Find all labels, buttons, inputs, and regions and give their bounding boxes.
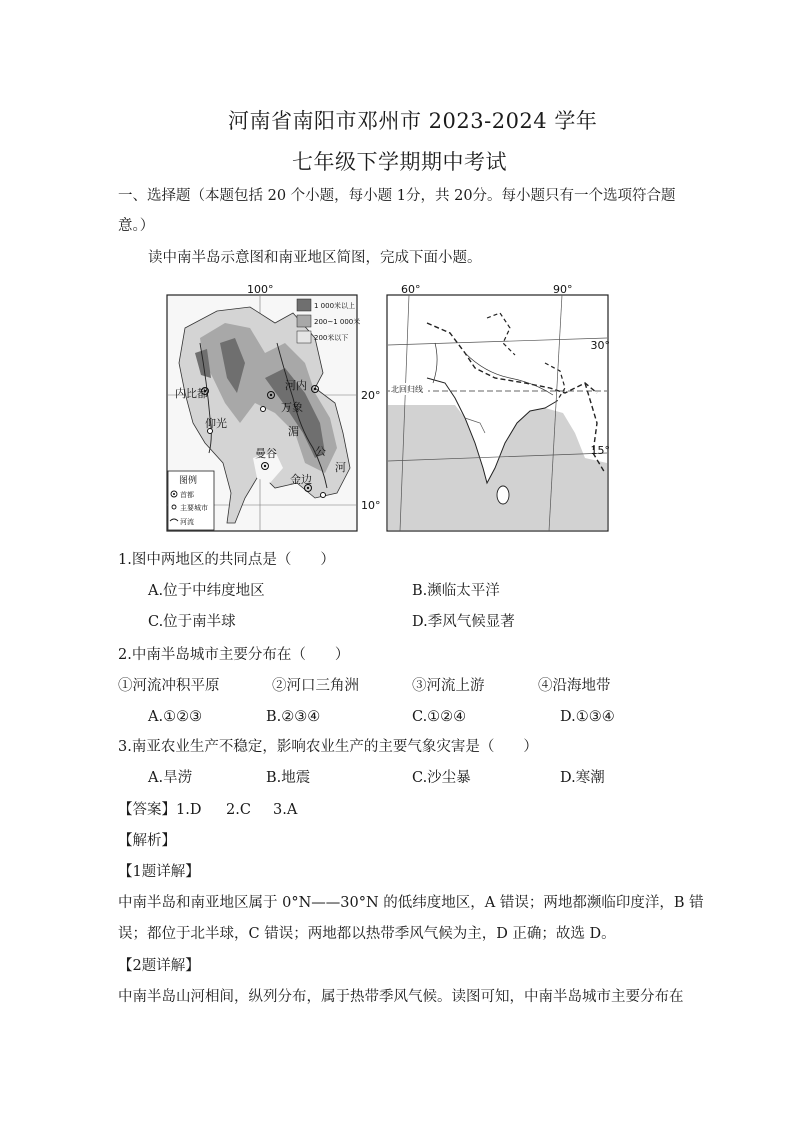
- q2-choice-4: ④沿海地带: [538, 678, 611, 694]
- legend-high-swatch: [297, 299, 311, 311]
- indochina-map: [165, 283, 610, 533]
- q3-option-a: A.旱涝: [148, 770, 193, 786]
- q2-choice-1: ①河流冲积平原: [118, 678, 220, 694]
- place-yangon: 仰光: [205, 417, 227, 430]
- question-3-stem: 3.南亚农业生产不稳定，影响农业生产的主要气象灾害是（ ）: [118, 739, 538, 755]
- detail-2-line1: 中南半岛山河相间，纵列分布，属于热带季风气候。读图可知，中南半岛城市主要分布在: [118, 989, 684, 1005]
- q3-option-c: C.沙尘暴: [412, 770, 471, 786]
- question-2-stem: 2.中南半岛城市主要分布在（ ）: [118, 647, 350, 663]
- place-mekong-2: 公: [315, 445, 326, 458]
- detail-1-line1: 中南半岛和南亚地区属于 0°N——30°N 的低纬度地区，A 错误；两地都濒临印度洋，B 错: [118, 895, 704, 911]
- legend-low-swatch: [297, 331, 311, 343]
- answer-label: 【答案】: [118, 802, 176, 818]
- q3-option-b: B.地震: [266, 770, 311, 786]
- legend-mid-label: 200~1 000米: [314, 318, 361, 326]
- title-line2: 七年级下学期期中考试: [292, 150, 507, 174]
- place-vientiane: 万象: [281, 401, 303, 414]
- left-map-lat-10: 10°: [361, 499, 381, 512]
- legend-box-title: 图例: [179, 476, 198, 486]
- detail-1-label: 【1题详解】: [118, 864, 200, 880]
- right-map-lon-60: 60°: [401, 283, 421, 296]
- q3-option-d: D.寒潮: [560, 770, 605, 786]
- q1-option-b: B.濒临太平洋: [412, 583, 500, 599]
- place-mekong-1: 湄: [288, 425, 299, 438]
- section-instructions-line2: 意。）: [118, 218, 155, 234]
- left-map-lat-20: 20°: [361, 389, 381, 402]
- legend-mid-swatch: [297, 315, 311, 327]
- right-map-lat-30: 30°: [590, 339, 610, 352]
- section-instructions-line1: 一、选择题（本题包括 20 个小题，每小题 1分，共 20分。每小题只有一个选项符合题: [118, 188, 676, 204]
- q1-option-d: D.季风气候显著: [412, 614, 515, 630]
- legend-capital: 首都: [180, 491, 194, 499]
- q2-option-b: B.②③④: [266, 709, 321, 725]
- map-figures: [165, 283, 610, 533]
- q1-option-c: C.位于南半球: [148, 614, 236, 630]
- tropic-of-cancer-label: 北回归线: [391, 385, 423, 394]
- legend-high-label: 1 000米以上: [314, 302, 356, 310]
- answer-2: 2.C: [226, 802, 251, 818]
- place-naypyidaw: 内比都: [175, 387, 208, 400]
- q2-option-a: A.①②③: [148, 709, 203, 725]
- place-hanoi: 河内: [285, 379, 307, 392]
- q2-option-d: D.①③④: [560, 709, 615, 725]
- legend-low-label: 200米以下: [314, 334, 349, 342]
- q2-option-c: C.①②④: [412, 709, 467, 725]
- analysis-label: 【解析】: [118, 833, 176, 849]
- right-map-lat-15: 15°: [590, 444, 610, 457]
- answer-1: 1.D: [176, 802, 202, 818]
- legend-river: 河流: [180, 518, 194, 526]
- title-line1: 河南省南阳市邓州市 2023-2024 学年: [228, 109, 598, 133]
- answer-3: 3.A: [273, 802, 298, 818]
- legend-city: 主要城市: [180, 504, 208, 512]
- left-map-lon-100: 100°: [247, 283, 274, 296]
- reading-intro: 读中南半岛示意图和南亚地区简图，完成下面小题。: [148, 250, 482, 266]
- right-map-lon-90: 90°: [553, 283, 573, 296]
- q1-option-a: A.位于中纬度地区: [148, 583, 265, 599]
- place-mekong-3: 河: [335, 461, 346, 474]
- q2-choice-2: ②河口三角洲: [272, 678, 359, 694]
- place-bangkok: 曼谷: [255, 447, 277, 460]
- detail-1-line2: 误；都位于北半球，C 错误；两地都以热带季风气候为主，D 正确；故选 D。: [118, 926, 616, 942]
- detail-2-label: 【2题详解】: [118, 958, 200, 974]
- question-1-stem: 1.图中两地区的共同点是（ ）: [118, 552, 335, 568]
- place-phnom-penh: 金边: [290, 473, 312, 486]
- q2-choice-3: ③河流上游: [412, 678, 485, 694]
